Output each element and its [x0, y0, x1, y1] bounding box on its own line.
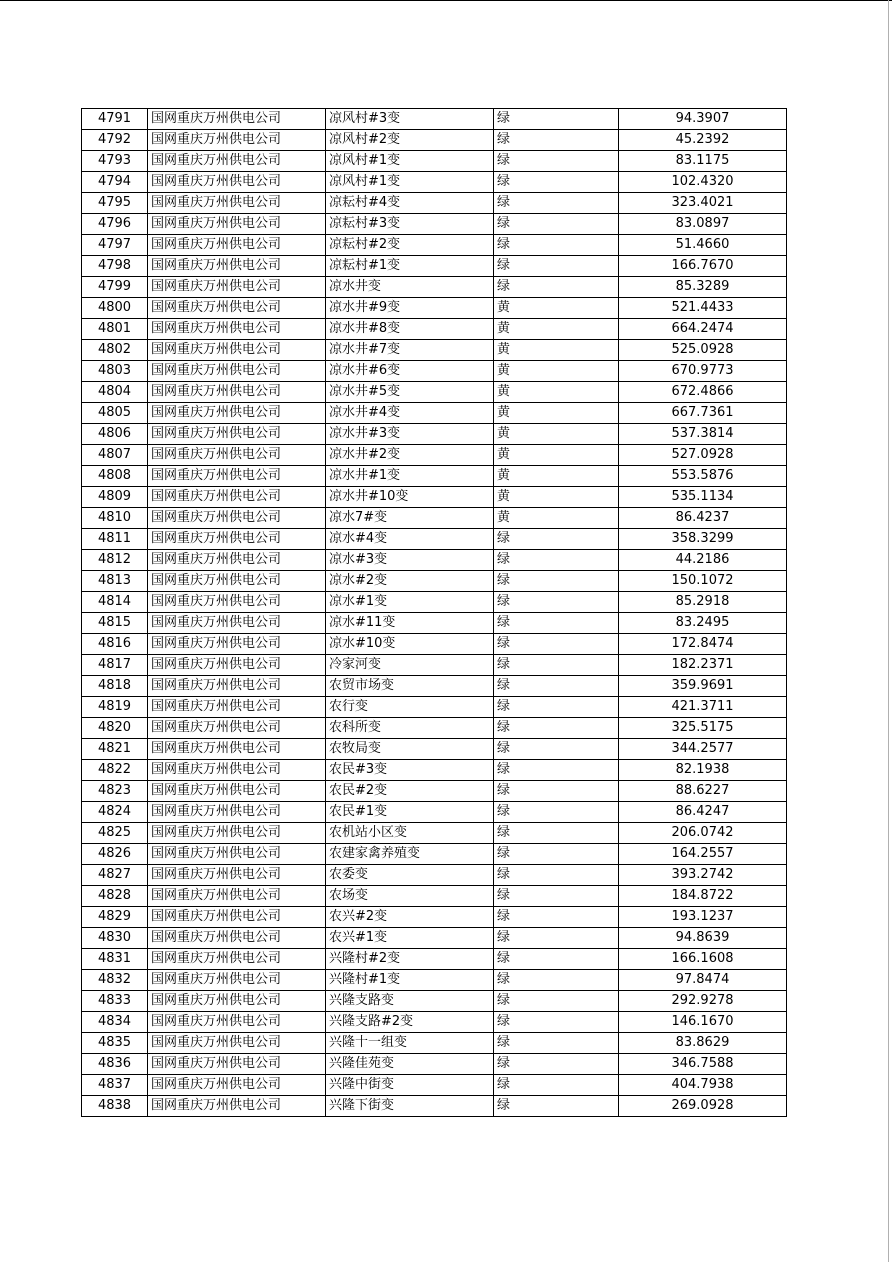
row-id-cell: 4818	[82, 676, 148, 697]
company-cell: 国网重庆万州供电公司	[148, 1096, 326, 1117]
row-id-cell: 4829	[82, 907, 148, 928]
value-cell: 45.2392	[619, 130, 787, 151]
company-cell: 国网重庆万州供电公司	[148, 655, 326, 676]
value-cell: 553.5876	[619, 466, 787, 487]
table-row	[82, 445, 787, 466]
station-name-cell: 凉水#11变	[326, 613, 494, 634]
value-cell: 88.6227	[619, 781, 787, 802]
value-cell: 206.0742	[619, 823, 787, 844]
row-id-cell: 4834	[82, 1012, 148, 1033]
company-cell: 国网重庆万州供电公司	[148, 235, 326, 256]
table-row	[82, 928, 787, 949]
row-id-cell: 4832	[82, 970, 148, 991]
station-name-cell: 农兴#2变	[326, 907, 494, 928]
table-row	[82, 865, 787, 886]
company-cell: 国网重庆万州供电公司	[148, 445, 326, 466]
station-name-cell: 农场变	[326, 886, 494, 907]
row-id-cell: 4800	[82, 298, 148, 319]
table-row	[82, 256, 787, 277]
company-cell: 国网重庆万州供电公司	[148, 970, 326, 991]
company-cell: 国网重庆万州供电公司	[148, 571, 326, 592]
station-name-cell: 凉水#10变	[326, 634, 494, 655]
company-cell: 国网重庆万州供电公司	[148, 865, 326, 886]
level-cell: 绿	[494, 970, 619, 991]
value-cell: 323.4021	[619, 193, 787, 214]
table-row	[82, 613, 787, 634]
station-name-cell: 农民#1变	[326, 802, 494, 823]
station-name-cell: 农牧局变	[326, 739, 494, 760]
company-cell: 国网重庆万州供电公司	[148, 550, 326, 571]
level-cell: 绿	[494, 109, 619, 130]
company-cell: 国网重庆万州供电公司	[148, 256, 326, 277]
station-name-cell: 兴隆支路变	[326, 991, 494, 1012]
level-cell: 绿	[494, 1096, 619, 1117]
row-id-cell: 4809	[82, 487, 148, 508]
level-cell: 黄	[494, 403, 619, 424]
value-cell: 164.2557	[619, 844, 787, 865]
table-row	[82, 1096, 787, 1117]
row-id-cell: 4808	[82, 466, 148, 487]
company-cell: 国网重庆万州供电公司	[148, 634, 326, 655]
row-id-cell: 4830	[82, 928, 148, 949]
value-cell: 535.1134	[619, 487, 787, 508]
row-id-cell: 4793	[82, 151, 148, 172]
page-right-border	[888, 0, 889, 1262]
station-name-cell: 兴隆下街变	[326, 1096, 494, 1117]
level-cell: 绿	[494, 1033, 619, 1054]
station-name-cell: 凉水7#变	[326, 508, 494, 529]
station-name-cell: 兴隆中街变	[326, 1075, 494, 1096]
level-cell: 绿	[494, 949, 619, 970]
value-cell: 97.8474	[619, 970, 787, 991]
station-name-cell: 凉水井#3变	[326, 424, 494, 445]
table-row	[82, 1012, 787, 1033]
station-name-cell: 凉耘村#3变	[326, 214, 494, 235]
table-row	[82, 319, 787, 340]
level-cell: 绿	[494, 550, 619, 571]
level-cell: 绿	[494, 802, 619, 823]
level-cell: 黄	[494, 487, 619, 508]
row-id-cell: 4825	[82, 823, 148, 844]
company-cell: 国网重庆万州供电公司	[148, 193, 326, 214]
company-cell: 国网重庆万州供电公司	[148, 529, 326, 550]
value-cell: 94.8639	[619, 928, 787, 949]
company-cell: 国网重庆万州供电公司	[148, 424, 326, 445]
level-cell: 绿	[494, 130, 619, 151]
level-cell: 绿	[494, 781, 619, 802]
row-id-cell: 4795	[82, 193, 148, 214]
table-row	[82, 214, 787, 235]
row-id-cell: 4804	[82, 382, 148, 403]
level-cell: 绿	[494, 676, 619, 697]
table-row	[82, 130, 787, 151]
company-cell: 国网重庆万州供电公司	[148, 277, 326, 298]
row-id-cell: 4810	[82, 508, 148, 529]
value-cell: 292.9278	[619, 991, 787, 1012]
table-row	[82, 718, 787, 739]
value-cell: 86.4237	[619, 508, 787, 529]
row-id-cell: 4806	[82, 424, 148, 445]
row-id-cell: 4797	[82, 235, 148, 256]
level-cell: 黄	[494, 361, 619, 382]
value-cell: 404.7938	[619, 1075, 787, 1096]
level-cell: 绿	[494, 760, 619, 781]
level-cell: 黄	[494, 424, 619, 445]
company-cell: 国网重庆万州供电公司	[148, 886, 326, 907]
value-cell: 85.3289	[619, 277, 787, 298]
station-name-cell: 凉风村#1变	[326, 151, 494, 172]
company-cell: 国网重庆万州供电公司	[148, 172, 326, 193]
station-name-cell: 兴隆支路#2变	[326, 1012, 494, 1033]
table-row	[82, 781, 787, 802]
company-cell: 国网重庆万州供电公司	[148, 697, 326, 718]
value-cell: 166.7670	[619, 256, 787, 277]
value-cell: 82.1938	[619, 760, 787, 781]
value-cell: 44.2186	[619, 550, 787, 571]
row-id-cell: 4814	[82, 592, 148, 613]
company-cell: 国网重庆万州供电公司	[148, 1054, 326, 1075]
level-cell: 黄	[494, 466, 619, 487]
table-row	[82, 466, 787, 487]
table-row	[82, 151, 787, 172]
level-cell: 绿	[494, 214, 619, 235]
station-name-cell: 农行变	[326, 697, 494, 718]
table-row	[82, 403, 787, 424]
level-cell: 黄	[494, 319, 619, 340]
table-row	[82, 340, 787, 361]
value-cell: 346.7588	[619, 1054, 787, 1075]
company-cell: 国网重庆万州供电公司	[148, 718, 326, 739]
station-name-cell: 凉水#4变	[326, 529, 494, 550]
table-row	[82, 487, 787, 508]
table-row	[82, 277, 787, 298]
row-id-cell: 4794	[82, 172, 148, 193]
level-cell: 绿	[494, 634, 619, 655]
value-cell: 184.8722	[619, 886, 787, 907]
company-cell: 国网重庆万州供电公司	[148, 676, 326, 697]
value-cell: 672.4866	[619, 382, 787, 403]
level-cell: 绿	[494, 1054, 619, 1075]
value-cell: 83.8629	[619, 1033, 787, 1054]
level-cell: 绿	[494, 529, 619, 550]
value-cell: 102.4320	[619, 172, 787, 193]
station-name-cell: 农机站小区变	[326, 823, 494, 844]
level-cell: 绿	[494, 907, 619, 928]
table-row	[82, 1033, 787, 1054]
station-name-cell: 凉风村#1变	[326, 172, 494, 193]
table-body	[82, 109, 787, 1117]
level-cell: 绿	[494, 928, 619, 949]
value-cell: 193.1237	[619, 907, 787, 928]
value-cell: 521.4433	[619, 298, 787, 319]
value-cell: 537.3814	[619, 424, 787, 445]
station-name-cell: 凉水#2变	[326, 571, 494, 592]
row-id-cell: 4812	[82, 550, 148, 571]
value-cell: 166.1608	[619, 949, 787, 970]
row-id-cell: 4803	[82, 361, 148, 382]
table-row	[82, 907, 787, 928]
value-cell: 670.9773	[619, 361, 787, 382]
row-id-cell: 4824	[82, 802, 148, 823]
table-row	[82, 739, 787, 760]
value-cell: 172.8474	[619, 634, 787, 655]
company-cell: 国网重庆万州供电公司	[148, 613, 326, 634]
level-cell: 绿	[494, 844, 619, 865]
row-id-cell: 4827	[82, 865, 148, 886]
station-name-cell: 农科所变	[326, 718, 494, 739]
table-row	[82, 1054, 787, 1075]
level-cell: 绿	[494, 886, 619, 907]
station-name-cell: 凉水井#5变	[326, 382, 494, 403]
value-cell: 182.2371	[619, 655, 787, 676]
row-id-cell: 4822	[82, 760, 148, 781]
level-cell: 绿	[494, 256, 619, 277]
row-id-cell: 4792	[82, 130, 148, 151]
station-name-cell: 凉水井#1变	[326, 466, 494, 487]
row-id-cell: 4826	[82, 844, 148, 865]
level-cell: 绿	[494, 193, 619, 214]
company-cell: 国网重庆万州供电公司	[148, 466, 326, 487]
row-id-cell: 4837	[82, 1075, 148, 1096]
row-id-cell: 4813	[82, 571, 148, 592]
row-id-cell: 4823	[82, 781, 148, 802]
station-name-cell: 凉水井#9变	[326, 298, 494, 319]
row-id-cell: 4811	[82, 529, 148, 550]
company-cell: 国网重庆万州供电公司	[148, 382, 326, 403]
row-id-cell: 4802	[82, 340, 148, 361]
station-name-cell: 凉水井#10变	[326, 487, 494, 508]
table-row	[82, 676, 787, 697]
level-cell: 黄	[494, 340, 619, 361]
station-name-cell: 农民#3变	[326, 760, 494, 781]
table-row	[82, 529, 787, 550]
table-row	[82, 109, 787, 130]
station-name-cell: 凉风村#3变	[326, 109, 494, 130]
level-cell: 绿	[494, 823, 619, 844]
company-cell: 国网重庆万州供电公司	[148, 907, 326, 928]
station-name-cell: 兴隆佳苑变	[326, 1054, 494, 1075]
company-cell: 国网重庆万州供电公司	[148, 109, 326, 130]
table-row	[82, 235, 787, 256]
station-name-cell: 冷家河变	[326, 655, 494, 676]
level-cell: 绿	[494, 613, 619, 634]
row-id-cell: 4815	[82, 613, 148, 634]
value-cell: 664.2474	[619, 319, 787, 340]
value-cell: 527.0928	[619, 445, 787, 466]
station-name-cell: 兴隆村#1变	[326, 970, 494, 991]
row-id-cell: 4817	[82, 655, 148, 676]
value-cell: 359.9691	[619, 676, 787, 697]
station-name-cell: 凉水#1变	[326, 592, 494, 613]
row-id-cell: 4799	[82, 277, 148, 298]
level-cell: 绿	[494, 1012, 619, 1033]
value-cell: 86.4247	[619, 802, 787, 823]
level-cell: 绿	[494, 739, 619, 760]
station-name-cell: 农民#2变	[326, 781, 494, 802]
level-cell: 绿	[494, 151, 619, 172]
value-cell: 325.5175	[619, 718, 787, 739]
level-cell: 绿	[494, 592, 619, 613]
company-cell: 国网重庆万州供电公司	[148, 361, 326, 382]
level-cell: 绿	[494, 697, 619, 718]
level-cell: 绿	[494, 571, 619, 592]
row-id-cell: 4836	[82, 1054, 148, 1075]
company-cell: 国网重庆万州供电公司	[148, 130, 326, 151]
row-id-cell: 4821	[82, 739, 148, 760]
table-row	[82, 802, 787, 823]
table-row	[82, 382, 787, 403]
table-row	[82, 172, 787, 193]
table-row	[82, 970, 787, 991]
company-cell: 国网重庆万州供电公司	[148, 844, 326, 865]
station-name-cell: 凉水井变	[326, 277, 494, 298]
company-cell: 国网重庆万州供电公司	[148, 403, 326, 424]
row-id-cell: 4819	[82, 697, 148, 718]
company-cell: 国网重庆万州供电公司	[148, 298, 326, 319]
company-cell: 国网重庆万州供电公司	[148, 340, 326, 361]
value-cell: 83.2495	[619, 613, 787, 634]
table-row	[82, 634, 787, 655]
company-cell: 国网重庆万州供电公司	[148, 1033, 326, 1054]
level-cell: 绿	[494, 991, 619, 1012]
table-row	[82, 361, 787, 382]
table-row	[82, 886, 787, 907]
table-row	[82, 592, 787, 613]
table-row	[82, 760, 787, 781]
table-row	[82, 424, 787, 445]
company-cell: 国网重庆万州供电公司	[148, 1012, 326, 1033]
row-id-cell: 4816	[82, 634, 148, 655]
value-cell: 269.0928	[619, 1096, 787, 1117]
station-name-cell: 凉耘村#2变	[326, 235, 494, 256]
station-name-cell: 农建家禽养殖变	[326, 844, 494, 865]
level-cell: 绿	[494, 172, 619, 193]
value-cell: 146.1670	[619, 1012, 787, 1033]
company-cell: 国网重庆万州供电公司	[148, 151, 326, 172]
company-cell: 国网重庆万州供电公司	[148, 802, 326, 823]
level-cell: 绿	[494, 718, 619, 739]
table-row	[82, 655, 787, 676]
company-cell: 国网重庆万州供电公司	[148, 781, 326, 802]
level-cell: 黄	[494, 382, 619, 403]
level-cell: 绿	[494, 277, 619, 298]
company-cell: 国网重庆万州供电公司	[148, 214, 326, 235]
row-id-cell: 4805	[82, 403, 148, 424]
level-cell: 绿	[494, 235, 619, 256]
level-cell: 绿	[494, 655, 619, 676]
station-name-cell: 凉水#3变	[326, 550, 494, 571]
table-row	[82, 508, 787, 529]
station-name-cell: 兴隆十一组变	[326, 1033, 494, 1054]
row-id-cell: 4820	[82, 718, 148, 739]
row-id-cell: 4798	[82, 256, 148, 277]
station-name-cell: 凉水井#7变	[326, 340, 494, 361]
station-name-cell: 农贸市场变	[326, 676, 494, 697]
station-name-cell: 凉水井#4变	[326, 403, 494, 424]
company-cell: 国网重庆万州供电公司	[148, 928, 326, 949]
table-row	[82, 991, 787, 1012]
company-cell: 国网重庆万州供电公司	[148, 949, 326, 970]
value-cell: 51.4660	[619, 235, 787, 256]
station-name-cell: 凉水井#6变	[326, 361, 494, 382]
value-cell: 393.2742	[619, 865, 787, 886]
level-cell: 黄	[494, 445, 619, 466]
row-id-cell: 4801	[82, 319, 148, 340]
level-cell: 绿	[494, 1075, 619, 1096]
data-table	[81, 108, 787, 1117]
row-id-cell: 4831	[82, 949, 148, 970]
value-cell: 94.3907	[619, 109, 787, 130]
table-row	[82, 550, 787, 571]
station-name-cell: 凉水井#8变	[326, 319, 494, 340]
station-name-cell: 凉水井#2变	[326, 445, 494, 466]
row-id-cell: 4838	[82, 1096, 148, 1117]
station-name-cell: 兴隆村#2变	[326, 949, 494, 970]
value-cell: 150.1072	[619, 571, 787, 592]
value-cell: 85.2918	[619, 592, 787, 613]
table-row	[82, 844, 787, 865]
station-name-cell: 凉风村#2变	[326, 130, 494, 151]
row-id-cell: 4833	[82, 991, 148, 1012]
station-name-cell: 农委变	[326, 865, 494, 886]
level-cell: 黄	[494, 508, 619, 529]
level-cell: 黄	[494, 298, 619, 319]
row-id-cell: 4796	[82, 214, 148, 235]
company-cell: 国网重庆万州供电公司	[148, 592, 326, 613]
company-cell: 国网重庆万州供电公司	[148, 508, 326, 529]
row-id-cell: 4791	[82, 109, 148, 130]
company-cell: 国网重庆万州供电公司	[148, 760, 326, 781]
company-cell: 国网重庆万州供电公司	[148, 739, 326, 760]
table-row	[82, 193, 787, 214]
company-cell: 国网重庆万州供电公司	[148, 487, 326, 508]
row-id-cell: 4828	[82, 886, 148, 907]
company-cell: 国网重庆万州供电公司	[148, 319, 326, 340]
station-name-cell: 凉耘村#4变	[326, 193, 494, 214]
value-cell: 358.3299	[619, 529, 787, 550]
row-id-cell: 4835	[82, 1033, 148, 1054]
value-cell: 525.0928	[619, 340, 787, 361]
level-cell: 绿	[494, 865, 619, 886]
station-name-cell: 农兴#1变	[326, 928, 494, 949]
row-id-cell: 4807	[82, 445, 148, 466]
table-row	[82, 298, 787, 319]
company-cell: 国网重庆万州供电公司	[148, 823, 326, 844]
table-row	[82, 949, 787, 970]
value-cell: 83.1175	[619, 151, 787, 172]
company-cell: 国网重庆万州供电公司	[148, 1075, 326, 1096]
station-name-cell: 凉耘村#1变	[326, 256, 494, 277]
value-cell: 83.0897	[619, 214, 787, 235]
table-row	[82, 697, 787, 718]
value-cell: 667.7361	[619, 403, 787, 424]
table-row	[82, 1075, 787, 1096]
company-cell: 国网重庆万州供电公司	[148, 991, 326, 1012]
table-row	[82, 571, 787, 592]
value-cell: 344.2577	[619, 739, 787, 760]
page-top-border	[0, 0, 892, 1]
value-cell: 421.3711	[619, 697, 787, 718]
table-row	[82, 823, 787, 844]
